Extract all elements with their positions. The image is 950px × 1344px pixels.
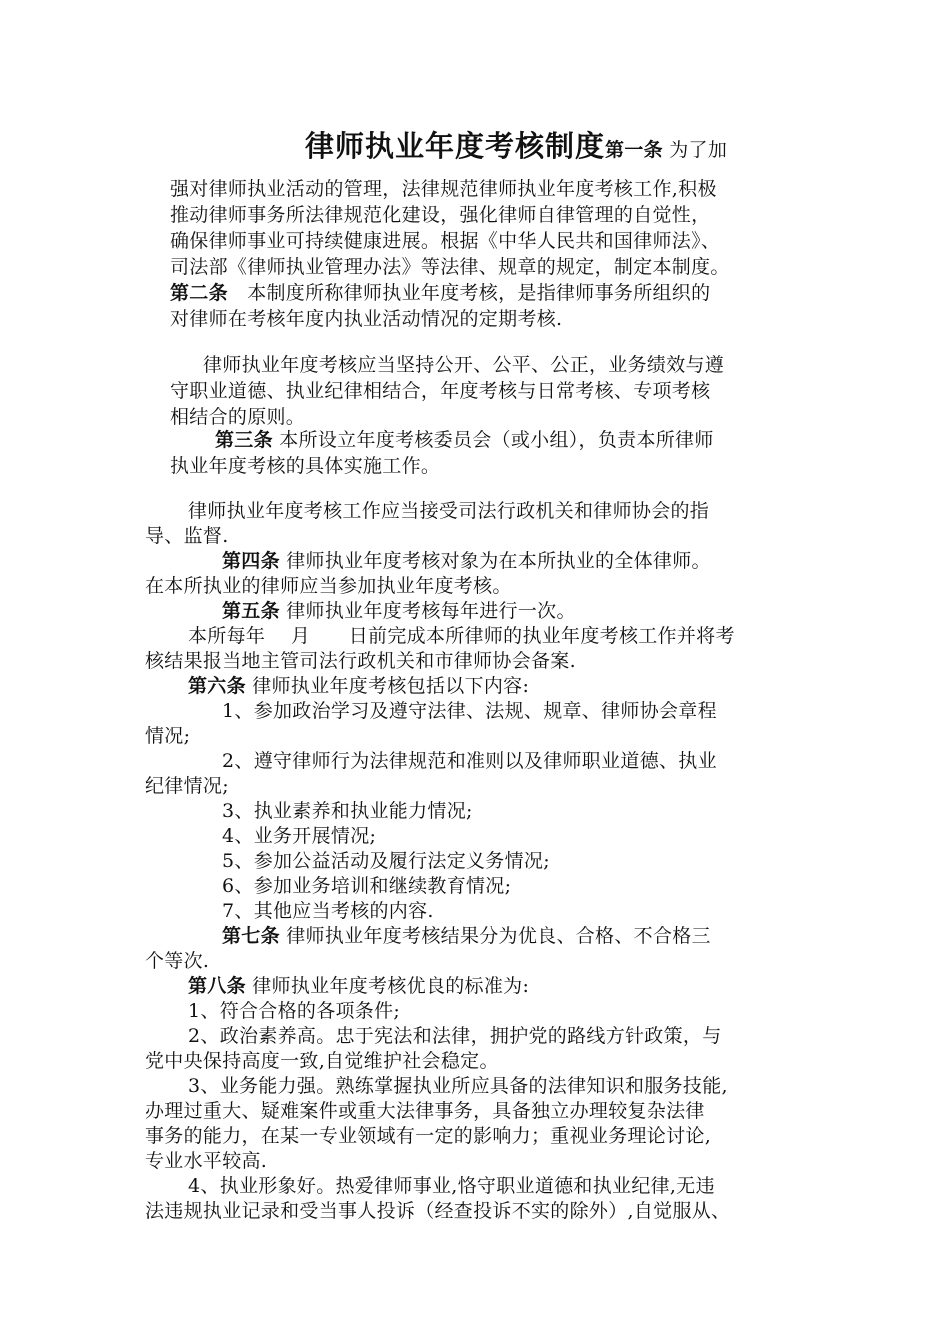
text-line: 对律师在考核年度内执业活动情况的定期考核. (170, 308, 563, 330)
list-item: 3、业务能力强。熟练掌握执业所应具备的法律知识和服务技能, (188, 1075, 728, 1097)
text-line: 第三条 本所设立年度考核委员会（或小组），负责本所律师 (215, 429, 714, 451)
text-line: 相结合的原则。 (170, 406, 306, 428)
text-line: 第八条 律师执业年度考核优良的标准为: (188, 975, 530, 997)
list-item: 3、执业素养和执业能力情况; (222, 800, 473, 822)
text-line: 办理过重大、疑难案件或重大法律事务，具备独立办理较复杂法律 (145, 1100, 705, 1122)
text-line: 强对律师执业活动的管理，法律规范律师执业年度考核工作,积极 (170, 178, 717, 200)
list-item: 6、参加业务培训和继续教育情况; (222, 875, 512, 897)
text-line: 党中央保持高度一致,自觉维护社会稳定。 (145, 1050, 499, 1072)
article-heading: 第八条 (188, 975, 246, 997)
text-line: 个等次. (145, 950, 210, 972)
list-item: 5、参加公益活动及履行法定义务情况; (222, 850, 550, 872)
list-item: 4、执业形象好。热爱律师事业,恪守职业道德和执业纪律,无违 (188, 1175, 715, 1197)
text-line: 专业水平较高. (145, 1150, 268, 1172)
list-item: 7、其他应当考核的内容. (222, 900, 434, 922)
article-heading: 第四条 (222, 550, 280, 572)
text-line: 确保律师事业可持续健康进展。根据《中华人民共和国律师法》、 (170, 230, 721, 252)
document-title: 律师执业年度考核制度 (305, 129, 606, 163)
text-line: 推动律师事务所法律规范化建设，强化律师自律管理的自觉性， (170, 204, 711, 226)
article-heading: 第五条 (222, 600, 280, 622)
line-text: 为了加 (662, 139, 728, 161)
article-heading: 第二条 (170, 282, 228, 304)
text-line: 律师执业年度考核工作应当接受司法行政机关和律师协会的指 (188, 500, 710, 522)
title-line (305, 129, 728, 163)
article-heading: 第一条 (605, 139, 663, 161)
list-item: 2、遵守律师行为法律规范和准则以及律师职业道德、执业 (222, 750, 717, 772)
text-line: 导、监督. (145, 525, 229, 547)
text-line: 第七条 律师执业年度考核结果分为优良、合格、不合格三 (222, 925, 711, 947)
text-line: 第五条 律师执业年度考核每年进行一次。 (222, 600, 576, 622)
article-heading: 第七条 (222, 925, 280, 947)
text-line: 事务的能力，在某一专业领域有一定的影响力；重视业务理论讨论, (145, 1125, 712, 1147)
list-item: 1、符合合格的各项条件; (188, 1000, 401, 1022)
text-line: 第二条 本制度所称律师执业年度考核，是指律师事务所组织的 (170, 282, 711, 304)
text-line: 司法部《律师执业管理办法》等法律、规章的规定，制定本制度。 (170, 256, 730, 278)
list-item: 4、业务开展情况; (222, 825, 377, 847)
text-line: 核结果报当地主管司法行政机关和市律师协会备案. (145, 650, 576, 672)
list-item: 1、参加政治学习及遵守法律、法规、规章、律师协会章程 (222, 700, 717, 722)
text-line: 执业年度考核的具体实施工作。 (170, 455, 441, 477)
text-line: 本所每年 月 日前完成本所律师的执业年度考核工作并将考 (188, 625, 735, 647)
text-line: 律师执业年度考核应当坚持公开、公平、公正，业务绩效与遵 (203, 354, 725, 376)
article-heading: 第三条 (215, 429, 273, 451)
text-line: 第四条 律师执业年度考核对象为在本所执业的全体律师。 (222, 550, 711, 572)
text-line: 法违规执业记录和受当事人投诉（经查投诉不实的除外）,自觉服从、 (145, 1200, 731, 1222)
text-line: 情况; (145, 725, 191, 747)
article-heading: 第六条 (188, 675, 246, 697)
text-line: 在本所执业的律师应当参加执业年度考核。 (145, 575, 512, 597)
text-line: 守职业道德、执业纪律相结合，年度考核与日常考核、专项考核 (170, 380, 711, 402)
list-item: 2、政治素养高。忠于宪法和法律，拥护党的路线方针政策，与 (188, 1025, 722, 1047)
text-line: 第六条 律师执业年度考核包括以下内容: (188, 675, 530, 697)
text-line: 纪律情况; (145, 775, 229, 797)
